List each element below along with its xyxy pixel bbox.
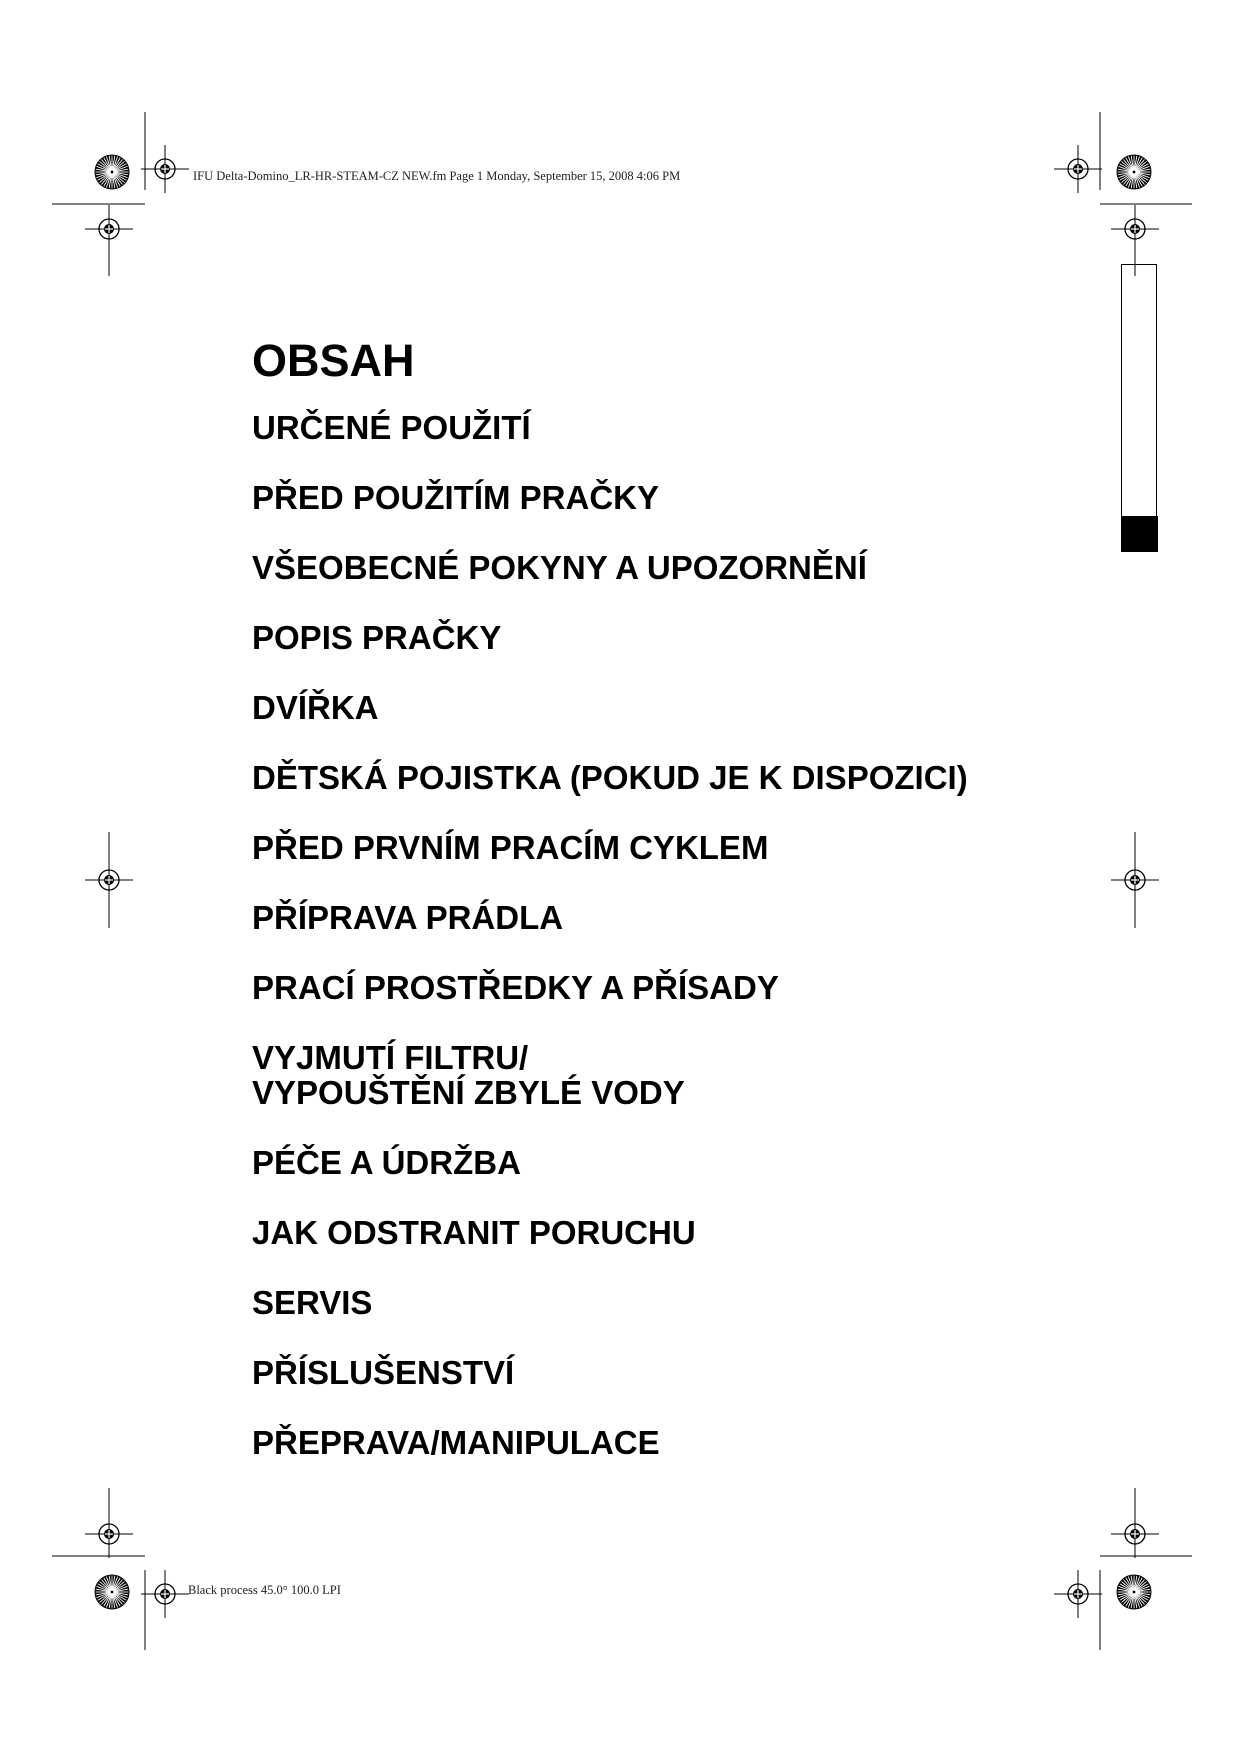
registration-target-icon [1111, 856, 1159, 904]
toc-item: JAK ODSTRANIT PORUCHU [252, 1214, 696, 1251]
toc-item: PŘÍPRAVA PRÁDLA [252, 899, 564, 936]
toc-item: PŘED PRVNÍM PRACÍM CYKLEM [252, 829, 769, 866]
registration-target-icon [141, 145, 189, 193]
color-bar-starburst-icon [1117, 155, 1151, 189]
color-bar-starburst-icon [95, 155, 129, 189]
table-of-contents [252, 330, 968, 1495]
toc-item: PŘÍSLUŠENSTVÍ [252, 1354, 515, 1391]
toc-item: VŠEOBECNÉ POKYNY A UPOZORNĚNÍ [252, 549, 867, 586]
registration-target-icon [1054, 145, 1102, 193]
toc-item: PRACÍ PROSTŘEDKY A PŘÍSADY [252, 969, 779, 1006]
registration-target-icon [85, 205, 133, 253]
toc-item: PŘEPRAVA/MANIPULACE [252, 1424, 660, 1461]
toc-item: SERVIS [252, 1284, 373, 1321]
toc-item: PÉČE A ÚDRŽBA [252, 1144, 521, 1181]
print-slug-footer: Black process 45.0° 100.0 LPI [188, 1583, 341, 1597]
side-tab-marker [1121, 516, 1158, 552]
toc-item: URČENÉ POUŽITÍ [252, 409, 531, 446]
side-tab-frame [1121, 264, 1157, 516]
toc-list [252, 410, 968, 1460]
registration-target-icon [1111, 205, 1159, 253]
registration-target-icon [85, 1510, 133, 1558]
toc-item: DĚTSKÁ POJISTKA (POKUD JE K DISPOZICI) [252, 759, 968, 796]
color-bar-starburst-icon [95, 1575, 129, 1609]
registration-target-icon [85, 856, 133, 904]
toc-item: VYJMUTÍ FILTRU/ VYPOUŠTĚNÍ ZBYLÉ VODY [252, 1039, 685, 1111]
toc-item: PŘED POUŽITÍM PRAČKY [252, 479, 660, 516]
registration-target-icon [1054, 1570, 1102, 1618]
registration-target-icon [141, 1570, 189, 1618]
toc-item: DVÍŘKA [252, 689, 379, 726]
registration-target-icon [1111, 1510, 1159, 1558]
page-title: OBSAH [252, 335, 415, 386]
print-slug-header: IFU Delta-Domino_LR-HR-STEAM-CZ NEW.fm Page 1 Monday, September 15, 2008 4:06 PM [193, 169, 681, 183]
toc-item: POPIS PRAČKY [252, 619, 502, 656]
color-bar-starburst-icon [1117, 1575, 1151, 1609]
